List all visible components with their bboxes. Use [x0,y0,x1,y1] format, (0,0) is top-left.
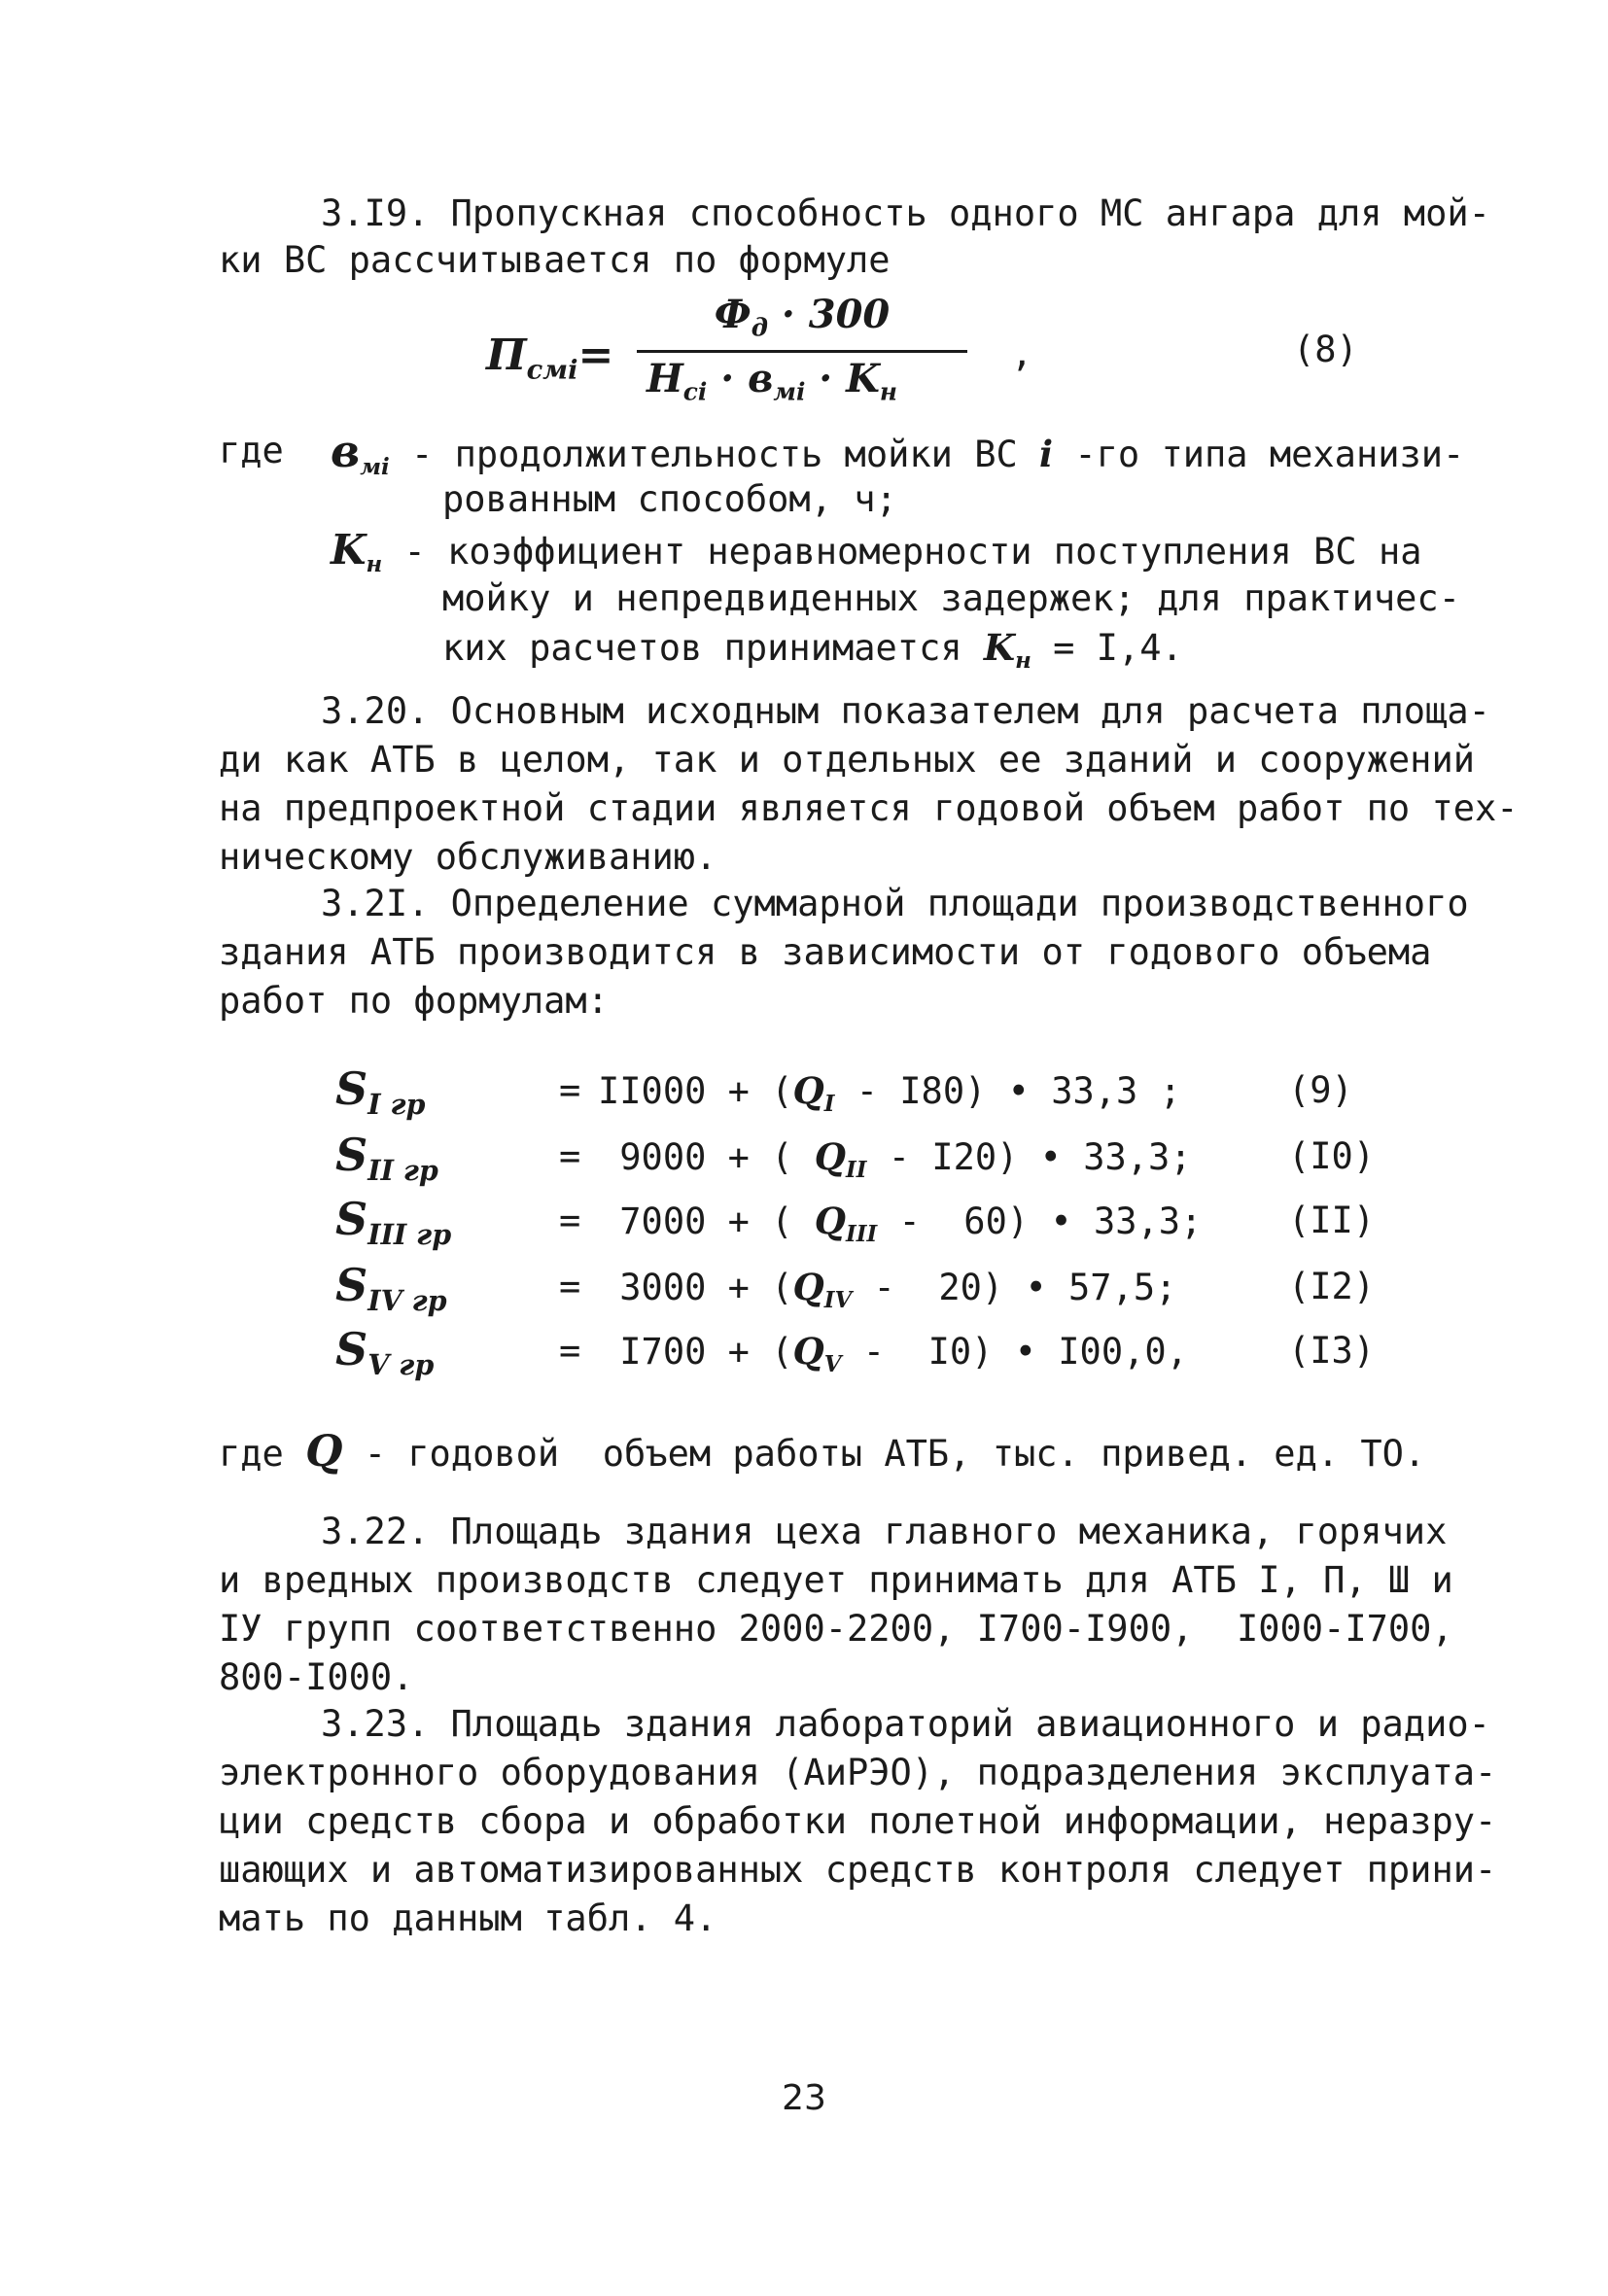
section-3-23-line-1: 3.23. Площадь здания лабораторий авиационного и радио- [321,1703,1490,1745]
group-rhs: $I700 + (Q_V - I0)$ • I00,0, [598,1330,1188,1378]
section-3-20-line-3: на предпроектной стадии является годовой объем работ по тех- [219,787,1519,829]
formula-number: (9) [1288,1069,1353,1111]
section-3-20-line-1: 3.20. Основным исходным показателем для расчета площа- [321,690,1490,732]
section-3-23-line-5: мать по данным табл. 4. [219,1897,717,1939]
group-rhs: $II000 + (Q_I - I80)$ • 33,3 ; [598,1069,1181,1118]
equals-sign: = [559,1266,581,1307]
fraction-bar [637,350,967,353]
group-symbol: $S_{V гр}$ [335,1323,435,1381]
group-rhs: 9000 + ( $Q_{II} - I20$) • 33,3; [598,1135,1192,1184]
formula-8-numerator: $Ф_д \cdot 300$ [714,292,891,342]
section-3-19-line-1: 3.I9. Пропускная способность одного МС ангара для мой- [321,192,1490,234]
group-symbol: $S_{IV гр}$ [335,1259,447,1317]
equals-sign: = [559,1200,581,1241]
section-3-22-line-4: 800-I000. [219,1656,414,1698]
where-line-4: мойку и непредвиденных задержек; для практичес- [442,577,1460,619]
section-3-21-line-2: здания АТБ производится в зависимости от годового объема [219,931,1432,973]
section-3-19-line-2: ки ВС рассчитывается по формуле [219,239,891,281]
where-line-5: ких расчетов принимается $K_н = I,4$. [442,626,1183,675]
formula-8-denominator: $H_{ci} \cdot в_{мi} \cdot K_н$ [647,356,897,406]
section-3-21-line-3: работ по формулам: [219,980,609,1022]
section-3-20-line-2: ди как АТБ в целом, так и отдельных ее зданий и сооружений [219,739,1476,781]
formula-8-lhs: $П_{смi}=$ [486,330,614,386]
section-3-23-line-2: электронного оборудования (АиРЭО), подразделения эксплуата- [219,1752,1497,1793]
section-3-22-line-1: 3.22. Площадь здания цеха главного механика, горячих [321,1511,1448,1552]
where-line-1: $в_{мi}$ - продолжительность мойки ВС i -го типа механизи- [331,425,1465,481]
equals-sign: = [559,1135,581,1177]
formula-number: (I3) [1288,1330,1376,1372]
where-line-3: $K_н$ - коэффициент неравномерности поступления ВС на [331,526,1422,578]
formula-number: (I0) [1288,1135,1376,1177]
where-q-line: где Q - годовой объем работы АТБ, тыс. привед. ед. ТО. [219,1427,1426,1477]
section-3-23-line-4: шающих и автоматизированных средств контроля следует прини- [219,1849,1497,1891]
section-3-23-line-3: ции средств сбора и обработки полетной информации, неразру- [219,1800,1497,1842]
formula-number: (I2) [1288,1266,1376,1307]
group-symbol: $S_{III гр}$ [335,1193,452,1251]
section-3-20-line-4: ническому обслуживанию. [219,836,717,878]
group-rhs: $3000 + (Q_{IV} - 20)$ • 57,5; [598,1266,1177,1314]
page-number: 23 [782,2078,826,2118]
group-symbol: $S_{II гр}$ [335,1129,438,1187]
section-3-21-line-1: 3.2I. Определение суммарной площади производственного [321,883,1469,924]
equals-sign: = [559,1330,581,1372]
formula-number: (II) [1288,1200,1376,1241]
where-label: где [219,430,284,471]
formula-8-number: (8) [1293,329,1358,370]
section-3-22-line-3: IУ групп соответственно 2000-2200, I700-I900, I000-I700, [219,1608,1453,1650]
equals-sign: = [559,1069,581,1111]
group-symbol: $S_{I гр}$ [335,1062,426,1121]
where-line-2: рованным способом, ч; [442,478,897,520]
section-3-22-line-2: и вредных производств следует принимать для АТБ I, П, Ш и [219,1559,1453,1601]
group-rhs: 7000 + ( $Q_{III} - 60$) • 33,3; [598,1200,1203,1248]
formula-8-comma: , [1011,332,1033,374]
formula-8 [486,292,1031,418]
